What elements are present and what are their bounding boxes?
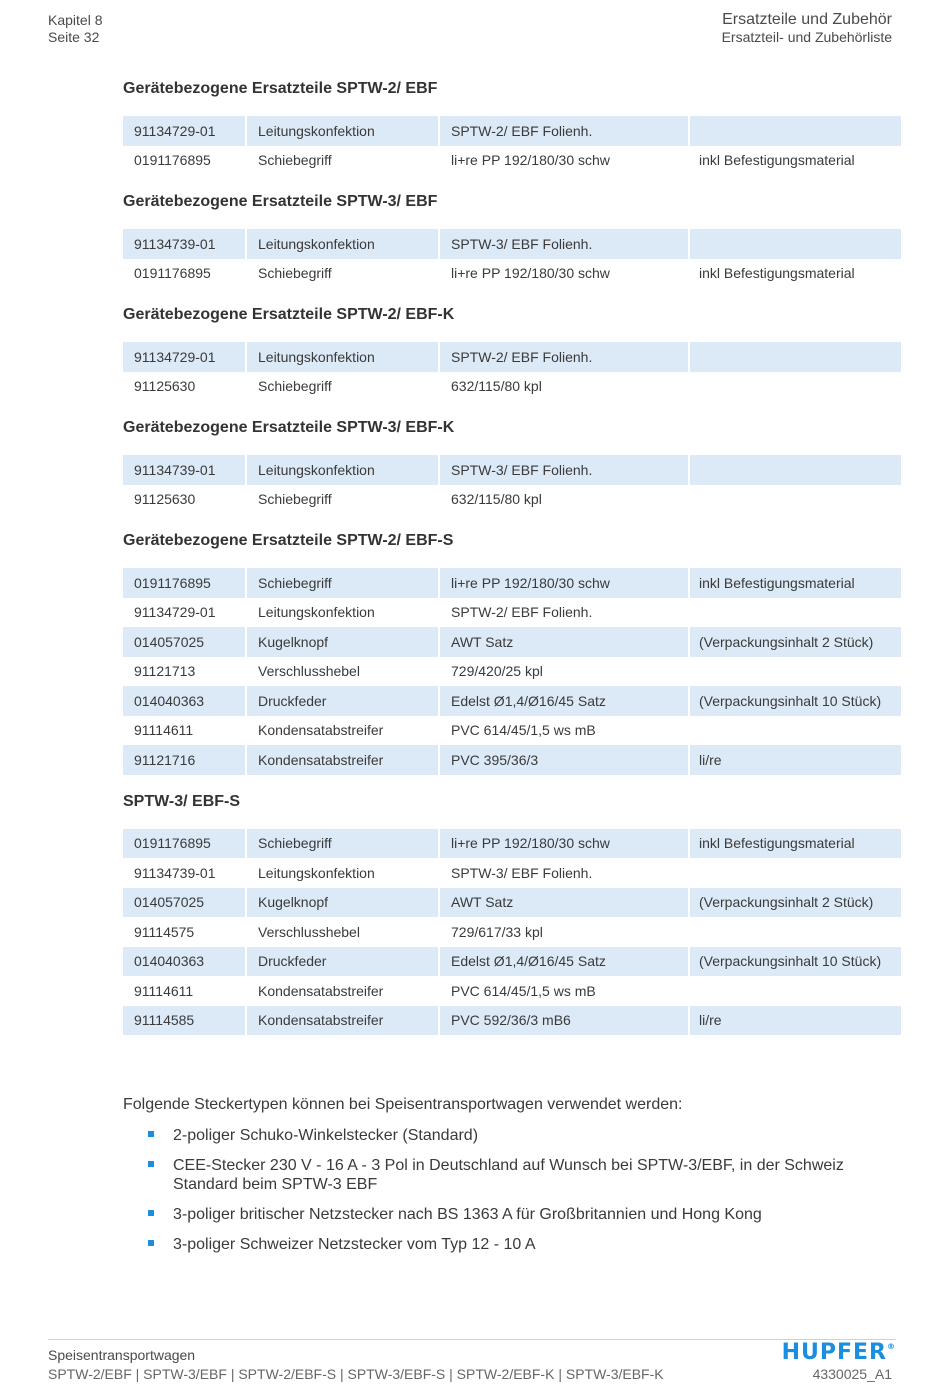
part-note (689, 976, 901, 1006)
list-item (148, 1235, 888, 1254)
part-spec: li+re PP 192/180/30 schw (439, 259, 689, 289)
part-note (689, 342, 901, 372)
chapter-label: Kapitel 8 (48, 12, 103, 28)
part-name: Leitungskonfektion (246, 598, 439, 628)
part-spec: 632/115/80 kpl (439, 485, 689, 515)
part-note: inkl Befestigungsmaterial (699, 265, 855, 282)
part-note (689, 598, 901, 628)
part-note (689, 372, 901, 402)
part-name: Leitungskonfektion (246, 116, 439, 146)
part-note: li/re (689, 745, 901, 775)
section-title: SPTW-3/ EBF-S (123, 792, 241, 810)
part-spec: SPTW-3/ EBF Folienh. (439, 858, 689, 888)
table-row (123, 259, 901, 289)
table-row (123, 745, 901, 775)
part-number: 0191176895 (123, 829, 246, 859)
part-note: (Verpackungsinhalt 10 Stück) (689, 947, 901, 977)
part-number: 91114611 (123, 976, 246, 1006)
table-row (123, 947, 901, 977)
table-row (123, 146, 901, 176)
list-item (148, 1126, 888, 1145)
section-title: Gerätebezogene Ersatzteile SPTW-2/ EBF (123, 80, 438, 97)
part-note: inkl Befestigungsmaterial (689, 829, 901, 859)
hupfer-logo (782, 1340, 896, 1365)
parts-table (123, 342, 901, 401)
part-spec: PVC 592/36/3 mB6 (439, 1006, 689, 1036)
part-note: (Verpackungsinhalt 2 Stück) (689, 627, 901, 657)
part-number: 014057025 (123, 888, 246, 918)
part-name: Druckfeder (246, 947, 439, 977)
part-note (689, 917, 901, 947)
parts-table (123, 116, 901, 175)
part-name: Verschlusshebel (246, 657, 439, 687)
part-name: Kugelknopf (246, 888, 439, 918)
footer-left (48, 1346, 664, 1384)
list-item-text: CEE-Stecker 230 V - 16 A - 3 Pol in Deutschland auf Wunsch bei SPTW-3/EBF, in der Schweiz Standard beim SPTW-3 EBF (173, 1157, 844, 1193)
part-note (689, 229, 901, 259)
part-name: Kondensatabstreifer (246, 745, 439, 775)
part-number: 91114585 (123, 1006, 246, 1036)
bullet-square-icon (148, 1210, 154, 1216)
part-number: 014040363 (123, 686, 246, 716)
part-name: Schiebegriff (246, 485, 439, 515)
bullet-square-icon (148, 1161, 154, 1167)
part-number: 91121713 (123, 657, 246, 687)
table-row (123, 627, 901, 657)
logo-text: HUPFER (781, 1340, 887, 1365)
part-spec: PVC 614/45/1,5 ws mB (439, 716, 689, 746)
parts-table (123, 829, 901, 1036)
list-item-text: 3-poliger Schweizer Netzstecker vom Typ 12 - 10 A (173, 1236, 536, 1253)
part-name: Schiebegriff (246, 146, 439, 176)
part-note (689, 716, 901, 746)
part-spec: 729/617/33 kpl (439, 917, 689, 947)
table-row (123, 657, 901, 687)
part-number: 014057025 (123, 627, 246, 657)
part-number: 91114575 (123, 917, 246, 947)
chapter-title: Ersatzteile und Zubehör (722, 11, 892, 28)
part-note: (Verpackungsinhalt 2 Stück) (689, 888, 901, 918)
part-name: Schiebegriff (246, 829, 439, 859)
part-number: 0191176895 (123, 146, 246, 176)
parts-table (123, 455, 901, 514)
part-spec: 632/115/80 kpl (439, 372, 689, 402)
parts-table (123, 229, 901, 288)
section-title: Gerätebezogene Ersatzteile SPTW-3/ EBF (123, 193, 438, 210)
part-note: li/re (689, 1006, 901, 1036)
part-spec: li+re PP 192/180/30 schw (439, 146, 689, 176)
part-number: 91134739-01 (123, 858, 246, 888)
part-spec: SPTW-2/ EBF Folienh. (439, 116, 689, 146)
part-spec: PVC 614/45/1,5 ws mB (439, 976, 689, 1006)
part-spec: 729/420/25 kpl (439, 657, 689, 687)
part-name: Leitungskonfektion (246, 858, 439, 888)
part-note: inkl Befestigungsmaterial (699, 152, 855, 169)
table-row (123, 342, 901, 372)
bullet-square-icon (148, 1240, 154, 1246)
page-number: Seite 32 (48, 29, 100, 45)
document-number: 4330025_A1 (812, 1366, 892, 1382)
part-note (689, 657, 901, 687)
part-number: 91134729-01 (123, 598, 246, 628)
part-spec: PVC 395/36/3 (439, 745, 689, 775)
part-number: 91134729-01 (123, 342, 246, 372)
table-row (123, 888, 901, 918)
part-name: Kondensatabstreifer (246, 976, 439, 1006)
part-number: 91134729-01 (123, 116, 246, 146)
table-row (123, 1006, 901, 1036)
part-note (689, 455, 901, 485)
part-name: Kondensatabstreifer (246, 716, 439, 746)
table-row (123, 829, 901, 859)
plug-types-intro: Folgende Steckertypen können bei Speisentransportwagen verwendet werden: (123, 1096, 683, 1113)
registered-mark: ® (887, 1342, 896, 1351)
section-title: Gerätebezogene Ersatzteile SPTW-3/ EBF-K (123, 419, 455, 436)
part-spec: SPTW-3/ EBF Folienh. (439, 455, 689, 485)
part-name: Schiebegriff (246, 568, 439, 598)
table-row (123, 116, 901, 146)
table-row (123, 917, 901, 947)
part-spec: AWT Satz (439, 627, 689, 657)
plug-types-list (148, 1126, 888, 1265)
part-number: 91114611 (123, 716, 246, 746)
part-name: Leitungskonfektion (246, 455, 439, 485)
part-number: 91125630 (123, 372, 246, 402)
part-spec: SPTW-2/ EBF Folienh. (439, 342, 689, 372)
part-note: (Verpackungsinhalt 10 Stück) (689, 686, 901, 716)
footer-product: Speisentransportwagen (48, 1347, 196, 1363)
list-item (148, 1205, 888, 1224)
header-left (48, 12, 102, 46)
part-number: 0191176895 (123, 568, 246, 598)
part-name: Kugelknopf (246, 627, 439, 657)
part-spec: AWT Satz (439, 888, 689, 918)
table-row (123, 485, 901, 515)
section-title: Gerätebezogene Ersatzteile SPTW-2/ EBF-K (123, 306, 455, 323)
footer-divider (48, 1339, 896, 1340)
part-number: 91134739-01 (123, 455, 246, 485)
part-spec: Edelst Ø1,4/Ø16/45 Satz (439, 686, 689, 716)
table-row (123, 686, 901, 716)
header-right (722, 10, 892, 46)
part-name: Kondensatabstreifer (246, 1006, 439, 1036)
table-row (123, 568, 901, 598)
part-note (689, 858, 901, 888)
part-name: Leitungskonfektion (246, 229, 439, 259)
table-row (123, 229, 901, 259)
part-name: Verschlusshebel (246, 917, 439, 947)
part-spec: li+re PP 192/180/30 schw (439, 568, 689, 598)
table-row (123, 858, 901, 888)
list-item (148, 1156, 888, 1194)
part-number: 91125630 (123, 485, 246, 515)
part-spec: li+re PP 192/180/30 schw (439, 829, 689, 859)
list-item-text: 3-poliger britischer Netzstecker nach BS 1363 A für Großbritannien und Hong Kong (173, 1206, 762, 1223)
part-number: 91134739-01 (123, 229, 246, 259)
part-name: Leitungskonfektion (246, 342, 439, 372)
part-note: inkl Befestigungsmaterial (689, 568, 901, 598)
section-title: Gerätebezogene Ersatzteile SPTW-2/ EBF-S (123, 532, 454, 549)
table-row (123, 598, 901, 628)
bullet-square-icon (148, 1131, 154, 1137)
table-row (123, 976, 901, 1006)
parts-list (123, 78, 901, 1051)
part-number: 0191176895 (123, 259, 246, 289)
parts-table (123, 568, 901, 775)
footer-models: SPTW-2/EBF | SPTW-3/EBF | SPTW-2/EBF-S | SPTW-3/EBF-S | SPTW-2/EBF-K | SPTW-3/EBF-K (48, 1366, 664, 1382)
part-spec: SPTW-2/ EBF Folienh. (439, 598, 689, 628)
part-spec: SPTW-3/ EBF Folienh. (439, 229, 689, 259)
table-row (123, 372, 901, 402)
part-number: 014040363 (123, 947, 246, 977)
list-item-text: 2-poliger Schuko-Winkelstecker (Standard) (173, 1127, 479, 1144)
chapter-subtitle: Ersatzteil- und Zubehörliste (721, 29, 892, 45)
part-note (689, 116, 901, 146)
part-note (689, 485, 901, 515)
part-name: Schiebegriff (246, 259, 439, 289)
part-number: 91121716 (123, 745, 246, 775)
part-name: Schiebegriff (246, 372, 439, 402)
table-row (123, 455, 901, 485)
part-spec: Edelst Ø1,4/Ø16/45 Satz (439, 947, 689, 977)
table-row (123, 716, 901, 746)
part-name: Druckfeder (246, 686, 439, 716)
